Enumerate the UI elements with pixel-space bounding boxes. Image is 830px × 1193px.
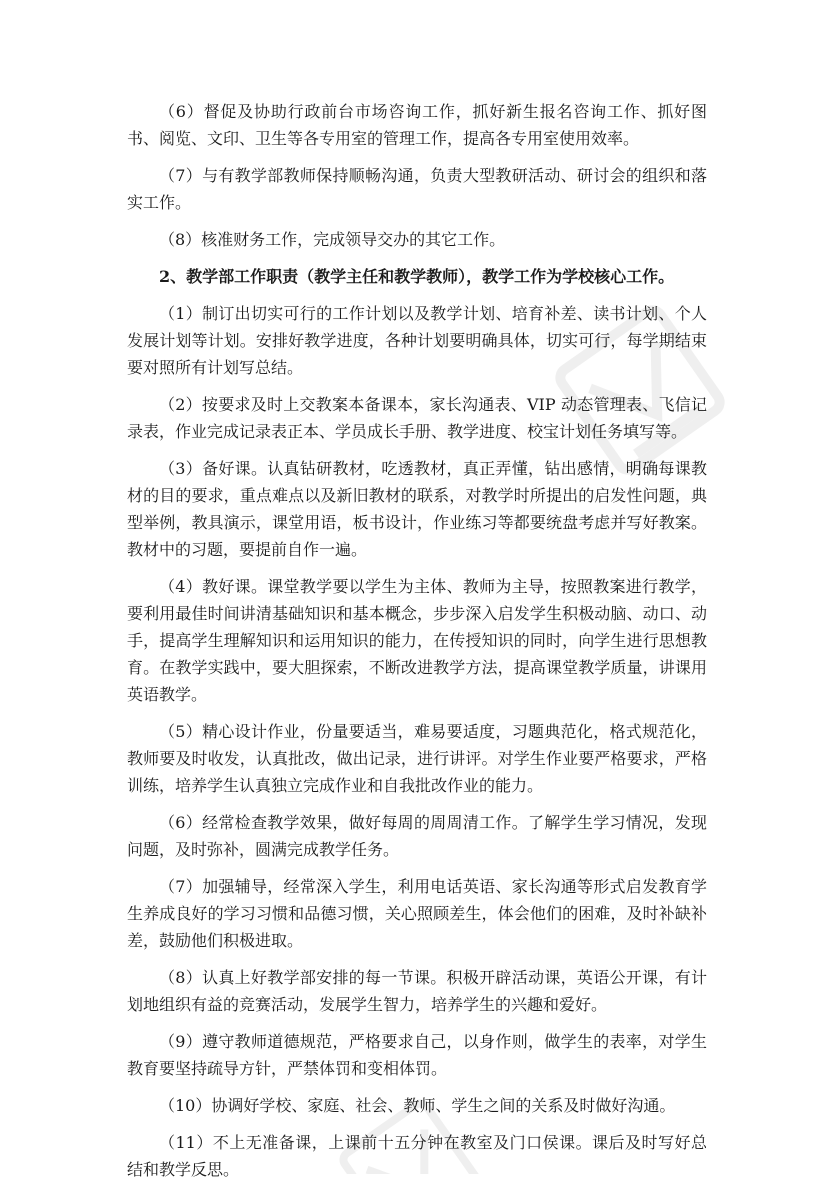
paragraph-8-classes: （8）认真上好教学部安排的每一节课。积极开辟活动课，英语公开课，有计划地组织有益的竞赛活动，发展学生智力，培养学生的兴趣和爱好。: [127, 968, 707, 1014]
paragraph-7-tutoring: （7）加强辅导，经常深入学生，利用电话英语、家长沟通等形式启发教育学生养成良好的学习习惯和品德习惯，关心照顾差生，体会他们的困难，及时补缺补差，鼓励他们积极进取。: [127, 877, 707, 950]
paragraph-9-ethics: （9）遵守教师道德规范，严格要求自己，以身作则，做学生的表率，对学生教育要坚持疏导方针，严禁体罚和变相体罚。: [127, 1032, 707, 1078]
paragraph-10-coordination: （10）协调好学校、家庭、社会、教师、学生之间的关系及时做好沟通。: [159, 1096, 676, 1115]
paragraph-8-finance: （8）核准财务工作，完成领导交办的其它工作。: [159, 230, 506, 249]
paragraph-7-communication: （7）与有教学部教师保持顺畅沟通，负责大型教研活动、研讨会的组织和落实工作。: [127, 166, 707, 212]
paragraph-6-check-results: （6）经常检查教学效果，做好每周的周周清工作。了解学生学习情况，发现问题，及时弥补，圆满完成教学任务。: [127, 813, 707, 859]
paragraph-2-submissions: （2）按要求及时上交教案本备课本，家长沟通表、VIP 动态管理表、飞信记录表，作业完成记录表正本、学员成长手册、教学进度、校宝计划任务填写等。: [127, 395, 707, 441]
section-heading-teaching-duties: 2、教学部工作职责（教学主任和教学教师），教学工作为学校核心工作。: [159, 267, 675, 286]
paragraph-1-plans: （1）制订出切实可行的工作计划以及教学计划、培育补差、读书计划、个人发展计划等计划。安排好教学进度，各种计划要明确具体，切实可行，每学期结束要对照所有计划写总结。: [127, 304, 707, 377]
paragraph-5-homework: （5）精心设计作业，份量要适当，难易要适度，习题典范化，格式规范化，教师要及时收发，认真批改，做出记录，进行讲评。对学生作业要严格要求，严格训练，培养学生认真独立完成作业和自我批改作业的能力。: [127, 722, 707, 795]
paragraph-4-teach-lessons: （4）教好课。课堂教学要以学生为主体、教师为主导，按照教案进行教学，要利用最佳时间讲清基础知识和基本概念，步步深入启发学生积极动脑、动口、动手，提高学生理解知识和运用知识的能力，在传授知识的同时，向学生进行思想教育。在教学实践中，要大胆探索，不断改进教学方法，提高课堂教学质量，讲课用英语教学。: [127, 577, 707, 704]
paragraph-11-preparation: （11）不上无准备课，上课前十五分钟在教室及门口侯课。课后及时写好总结和教学反思。: [127, 1133, 707, 1179]
paragraph-6-frontdesk: （6）督促及协助行政前台市场咨询工作，抓好新生报名咨询工作、抓好图书、阅览、文印、卫生等各专用室的管理工作，提高各专用室使用效率。: [127, 102, 707, 148]
document-body: [127, 98, 707, 1193]
paragraph-3-prepare-lessons: （3）备好课。认真钻研教材，吃透教材，真正弄懂，钻出感情，明确每课教材的目的要求，重点难点以及新旧教材的联系，对教学时所提出的启发性问题，典型举例，教具演示，课堂用语，板书设计，作业练习等都要统盘考虑并写好教案。教材中的习题，要提前自作一遍。: [127, 459, 707, 559]
